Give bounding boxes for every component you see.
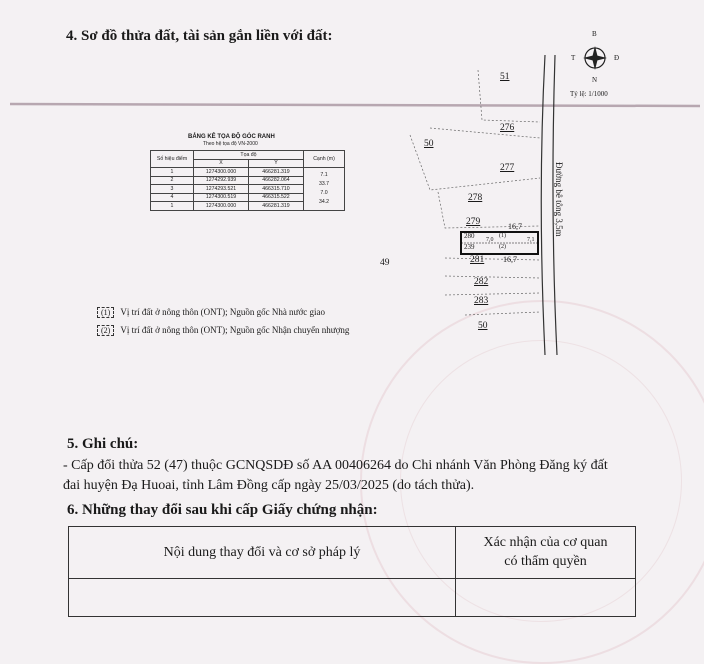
- coord-col-y: Y: [249, 159, 304, 168]
- compass-west-label: T: [571, 54, 576, 62]
- coord-edges: [304, 168, 345, 211]
- parcel-277-label: 277: [500, 163, 515, 173]
- dimension-left: 7,0: [486, 237, 494, 243]
- scale-label: Tỷ lệ: 1/1000: [570, 90, 608, 98]
- coord-y: 466282.064: [249, 176, 304, 185]
- parcel-280-label: 280: [464, 232, 475, 240]
- changes-col-confirm-line2: có thẩm quyền: [504, 554, 587, 569]
- coord-col-coord: Tọa độ: [194, 151, 304, 160]
- road-label: Đường bê tông 3,5m: [554, 162, 564, 237]
- coord-y: 466315.522: [249, 193, 304, 202]
- compass-east-label: Đ: [614, 54, 620, 62]
- note-line-1: - Cấp đổi thửa 52 (47) thuộc GCNQSDĐ số AA 00406264 do Chi nhánh Văn Phòng Đăng ký đất: [63, 458, 608, 473]
- coord-point: 2: [151, 176, 194, 185]
- changes-col-content: Nội dung thay đổi và cơ sở pháp lý: [69, 527, 456, 579]
- edge-value: 33.7: [318, 181, 330, 187]
- coord-col-x: X: [194, 159, 249, 168]
- dimension-top: 16,7: [508, 222, 522, 231]
- legend-text: Vị trí đất ở nông thôn (ONT); Nguồn gốc Nhận chuyển nhượng: [120, 325, 350, 335]
- section-5-heading: 5. Ghi chú:: [67, 436, 139, 452]
- section-4-heading: 4. Sơ đồ thửa đất, tài sản gắn liền với đất:: [66, 28, 333, 44]
- coord-x: 1274300.000: [194, 168, 249, 177]
- coord-col-edge: Cạnh (m): [304, 151, 345, 168]
- coord-y: 466315.710: [249, 185, 304, 194]
- coord-point: 1: [151, 202, 194, 211]
- edge-value: 34.2: [318, 199, 330, 205]
- legend-item: [97, 325, 349, 336]
- mark-1: (1): [499, 233, 506, 239]
- parcel-51-label: 51: [500, 72, 510, 82]
- parcel-282-label: 282: [474, 277, 489, 287]
- coord-col-point: Số hiệu điểm: [151, 151, 194, 168]
- changes-cell: [69, 579, 456, 617]
- changes-col-confirm-line1: Xác nhận của cơ quan: [483, 535, 608, 550]
- parcel-279-label: 279: [466, 217, 481, 227]
- coord-point: 4: [151, 193, 194, 202]
- legend-mark: (1): [97, 307, 114, 318]
- parcel-239-label: 239: [464, 243, 475, 251]
- parcel-281-label: 281: [470, 255, 485, 265]
- note-line-2: đai huyện Đạ Huoai, tỉnh Lâm Đồng cấp ngày 25/03/2025 (do tách thửa).: [63, 478, 475, 493]
- legend-text: Vị trí đất ở nông thôn (ONT); Nguồn gốc Nhà nước giao: [120, 307, 325, 317]
- coord-point: 3: [151, 185, 194, 194]
- section-6-heading: 6. Những thay đổi sau khi cấp Giấy chứng nhận:: [67, 502, 378, 518]
- changes-table: [68, 526, 636, 617]
- table-row: [151, 168, 345, 177]
- changes-col-confirm: [456, 527, 636, 579]
- parcel-50-label: 50: [424, 139, 434, 149]
- coord-table-title: BẢNG KÊ TỌA ĐỘ GÓC RANH: [188, 134, 275, 140]
- parcel-283-label: 283: [474, 296, 489, 306]
- edge-value: 7.0: [320, 190, 328, 196]
- parcel-278-label: 278: [468, 193, 483, 203]
- compass-north-label: B: [592, 30, 597, 38]
- coordinate-table: [150, 150, 345, 211]
- coord-x: 1274300.000: [194, 202, 249, 211]
- parcel-49-label: 49: [380, 258, 390, 268]
- coord-x: 1274292.939: [194, 176, 249, 185]
- legend-item: [97, 307, 325, 318]
- edge-value: 7.1: [320, 172, 328, 178]
- coord-y: 466281.319: [249, 168, 304, 177]
- dimension-right: 7,1: [527, 237, 535, 243]
- parcel-50-bottom-label: 50: [478, 321, 488, 331]
- coord-table-subtitle: Theo hệ tọa độ VN-2000: [203, 141, 258, 147]
- compass-south-label: N: [592, 76, 598, 84]
- legend-mark: (2): [97, 325, 114, 336]
- mark-2: (2): [499, 244, 506, 250]
- coord-x: 1274300.519: [194, 193, 249, 202]
- coord-x: 1274293.521: [194, 185, 249, 194]
- changes-cell: [456, 579, 636, 617]
- dimension-bottom: 16,7: [503, 255, 517, 264]
- coord-y: 466281.319: [249, 202, 304, 211]
- parcel-276-label: 276: [500, 123, 515, 133]
- coord-point: 1: [151, 168, 194, 177]
